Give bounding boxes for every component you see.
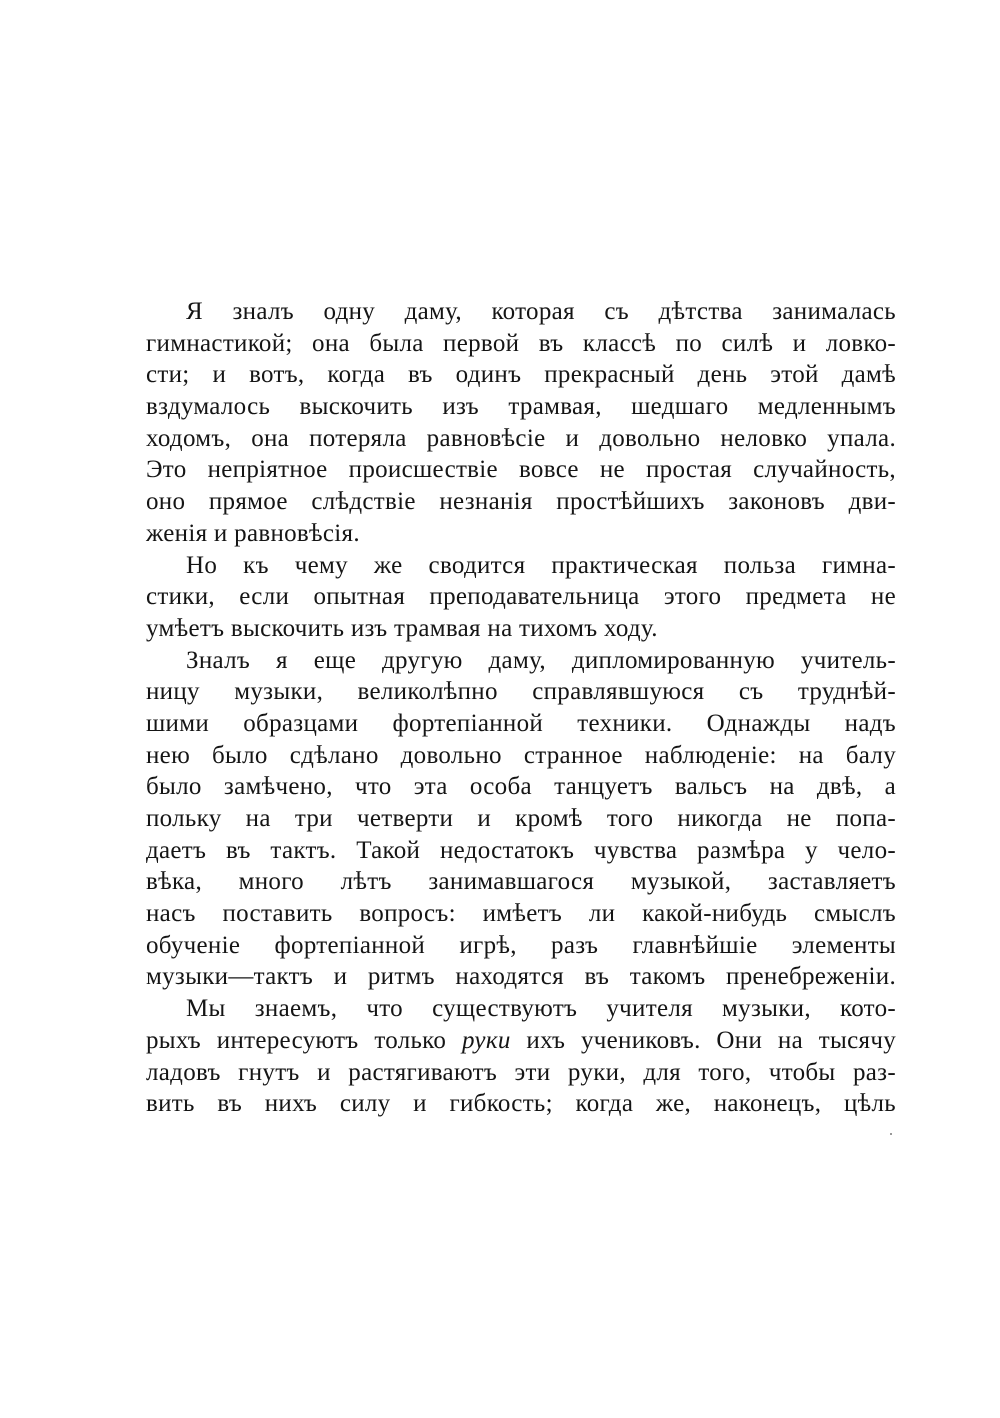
text-line: ницу музыки, великолѣпно справлявшуюся съ труднѣй- (146, 678, 896, 706)
text-line: Зналъ я еще другую даму, дипломированную учитель- (186, 646, 896, 674)
text-line: насъ поставить вопросъ: имѣетъ ли какой-нибудь смыслъ (146, 900, 896, 928)
text-segment: рыхъ интересуютъ только (146, 1026, 462, 1054)
text-line: было замѣчено, что эта особа танцуетъ вальсъ на двѣ, а (146, 773, 896, 801)
text-line (146, 1025, 896, 1057)
text-line: музыки—тактъ и ритмъ находятся въ такомъ пренебреженіи. (146, 963, 896, 991)
paragraph (146, 993, 896, 1120)
text-line: вить въ нихъ силу и гибкость; когда же, наконецъ, цѣль (146, 1090, 896, 1118)
text-line: Мы знаемъ, что существуютъ учителя музыки, кото- (186, 995, 896, 1023)
text-line: шими образцами фортепіанной техники. Однажды надъ (146, 709, 896, 737)
text-segment: ихъ учениковъ. Они на тысячу (510, 1026, 896, 1054)
page-body-text (146, 296, 896, 1120)
paragraph (146, 296, 896, 550)
paragraph (146, 645, 896, 994)
text-line: Я зналъ одну даму, которая съ дѣтства занималась (186, 298, 896, 325)
text-line: оно прямое слѣдствіе незнанія простѣйшихъ законовъ дви- (146, 488, 896, 516)
text-line: умѣетъ выскочить изъ трамвая на тихомъ ходу. (146, 614, 658, 642)
text-line: Это непріятное происшествіе вовсе не простая случайность, (146, 456, 896, 484)
text-line: вздумалось выскочить изъ трамвая, шедшаго медленнымъ (146, 393, 896, 421)
text-line: женія и равновѣсія. (146, 519, 360, 547)
text-line: нею было сдѣлано довольно странное наблюденіе: на балу (146, 741, 896, 769)
text-line: польку на три четверти и кромѣ того никогда не попа- (146, 805, 896, 832)
text-line: ходомъ, она потеряла равновѣсіе и довольно неловко упала. (146, 424, 896, 452)
text-line: обученіе фортепіанной игрѣ, разъ главнѣйшіе элементы (146, 931, 896, 959)
text-line: стики, если опытная преподавательница этого предмета не (146, 583, 896, 611)
italic-emphasis: руки (461, 1026, 511, 1054)
text-line: сти; и вотъ, когда въ одинъ прекрасный день этой дамѣ (146, 361, 896, 389)
text-line: вѣка, много лѣтъ занимавшагося музыкой, заставляетъ (146, 868, 896, 896)
scan-speck (890, 1133, 892, 1135)
text-line: Но къ чему же сводится практическая польза гимна- (186, 551, 896, 579)
text-line: гимнастикой; она была первой въ классѣ по силѣ и ловко- (146, 329, 896, 357)
paragraph (146, 550, 896, 645)
text-line: ладовъ гнутъ и растягиваютъ эти руки, для того, чтобы раз- (146, 1058, 896, 1086)
text-line: даетъ въ тактъ. Такой недостатокъ чувства размѣра у чело- (146, 836, 896, 864)
